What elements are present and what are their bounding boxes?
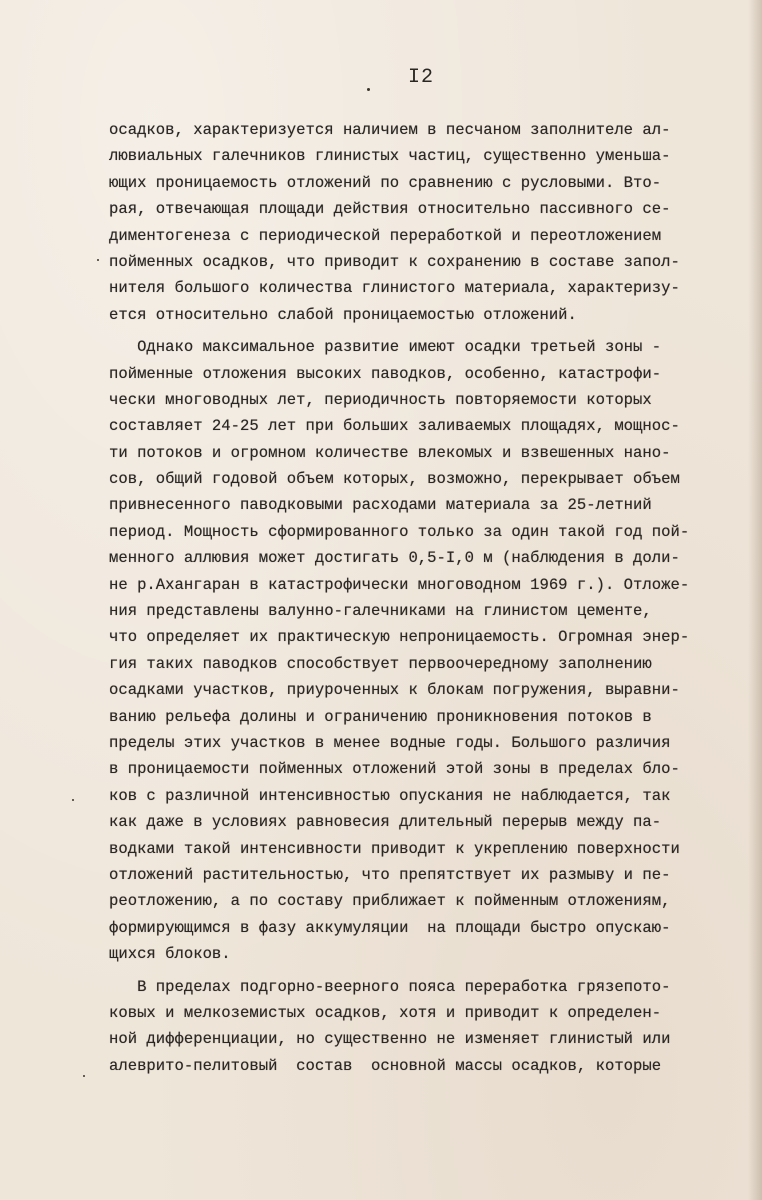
text-line: чески многоводных лет, периодичность повторяемости которых xyxy=(109,390,652,409)
text-line: привнесенного паводковыми расходами материала за 25-летний xyxy=(109,496,652,515)
text-line: ванию рельефа долины и ограничению проникновения потоков в xyxy=(109,707,652,726)
text-line: реотложению, а по составу приближает к пойменным отложениям, xyxy=(109,892,671,911)
text-line: осадками участков, приуроченных к блокам погружения, выравни- xyxy=(109,681,680,700)
text-line: алевритo-пелитовый состав основной массы осадков, которые xyxy=(109,1056,662,1075)
text-line: В пределах подгорно-веерного пояса переработка грязепото- xyxy=(109,977,671,996)
paragraph xyxy=(109,334,762,967)
text-line: диментогенеза с периодической переработкой и переотложением xyxy=(109,226,662,245)
text-line: ти потоков и огромном количестве влекомых и взвешенных нано- xyxy=(109,443,671,462)
print-speck xyxy=(367,88,370,91)
text-line: в проницаемости пойменных отложений этой зоны в пределах бло- xyxy=(109,760,680,779)
page-number: I2 xyxy=(408,66,435,89)
text-line: сов, общий годовой объем которых, возможно, перекрывает объем xyxy=(109,470,680,489)
text-line: водками такой интенсивности приводит к укреплению поверхности xyxy=(109,839,680,858)
body-text xyxy=(109,117,762,1079)
text-line: ния представлены валунно-галечниками на глинистом цементе, xyxy=(109,602,652,621)
print-speck xyxy=(83,1075,85,1077)
text-line: ков с различной интенсивностью опускания не наблюдается, так xyxy=(109,786,671,805)
text-line: период. Мощность сформированного только за один такой год пой- xyxy=(109,522,690,541)
text-line: гия таких паводков способствует первоочередному заполнению xyxy=(109,654,652,673)
text-line: Однако максимальное развитие имеют осадки третьей зоны - xyxy=(109,338,662,357)
text-line: ющих проницаемость отложений по сравнению с русловыми. Вто- xyxy=(109,173,662,192)
paragraph xyxy=(109,974,762,1080)
text-line: формирующимся в фазу аккумуляции на площади быстро опускаю- xyxy=(109,918,671,937)
text-line: как даже в условиях равновесия длительный перерыв между па- xyxy=(109,813,662,832)
text-line: лювиальных галечников глинистых частиц, существенно уменьша- xyxy=(109,147,671,166)
text-line: пойменные отложения высоких паводков, особенно, катастрофи- xyxy=(109,364,662,383)
text-line: щихся блоков. xyxy=(109,945,231,964)
paragraph xyxy=(109,117,762,328)
text-line: что определяет их практическую непроницаемость. Огромная энер- xyxy=(109,628,690,647)
text-line: нителя большого количества глинистого материала, характеризу- xyxy=(109,279,680,298)
text-line: отложений растительностью, что препятствует их размыву и пе- xyxy=(109,865,671,884)
text-line: рая, отвечающая площади действия относительно пассивного се- xyxy=(109,200,671,219)
text-line: ной дифференциации, но существенно не изменяет глинистый или xyxy=(109,1030,671,1049)
text-line: ковых и мелкоземистых осадков, хотя и приводит к определен- xyxy=(109,1003,662,1022)
print-speck xyxy=(97,259,99,261)
text-line: составляет 24-25 лет при больших заливаемых площадях, мощнос- xyxy=(109,417,680,436)
text-line: не р.Ахангаран в катастрофически многоводном 1969 г.). Отложе- xyxy=(109,575,690,594)
text-line: осадков, характеризуется наличием в песчаном заполнителе ал- xyxy=(109,121,671,139)
text-line: пойменных осадков, что приводит к сохранению в составе запол- xyxy=(109,252,680,271)
text-line: менного аллювия может достигать 0,5-I,0 м (наблюдения в доли- xyxy=(109,549,680,568)
print-speck xyxy=(72,799,74,801)
text-line: ется относительно слабой проницаемостью отложений. xyxy=(109,305,577,324)
text-line: пределы этих участков в менее водные годы. Большого различия xyxy=(109,733,671,752)
